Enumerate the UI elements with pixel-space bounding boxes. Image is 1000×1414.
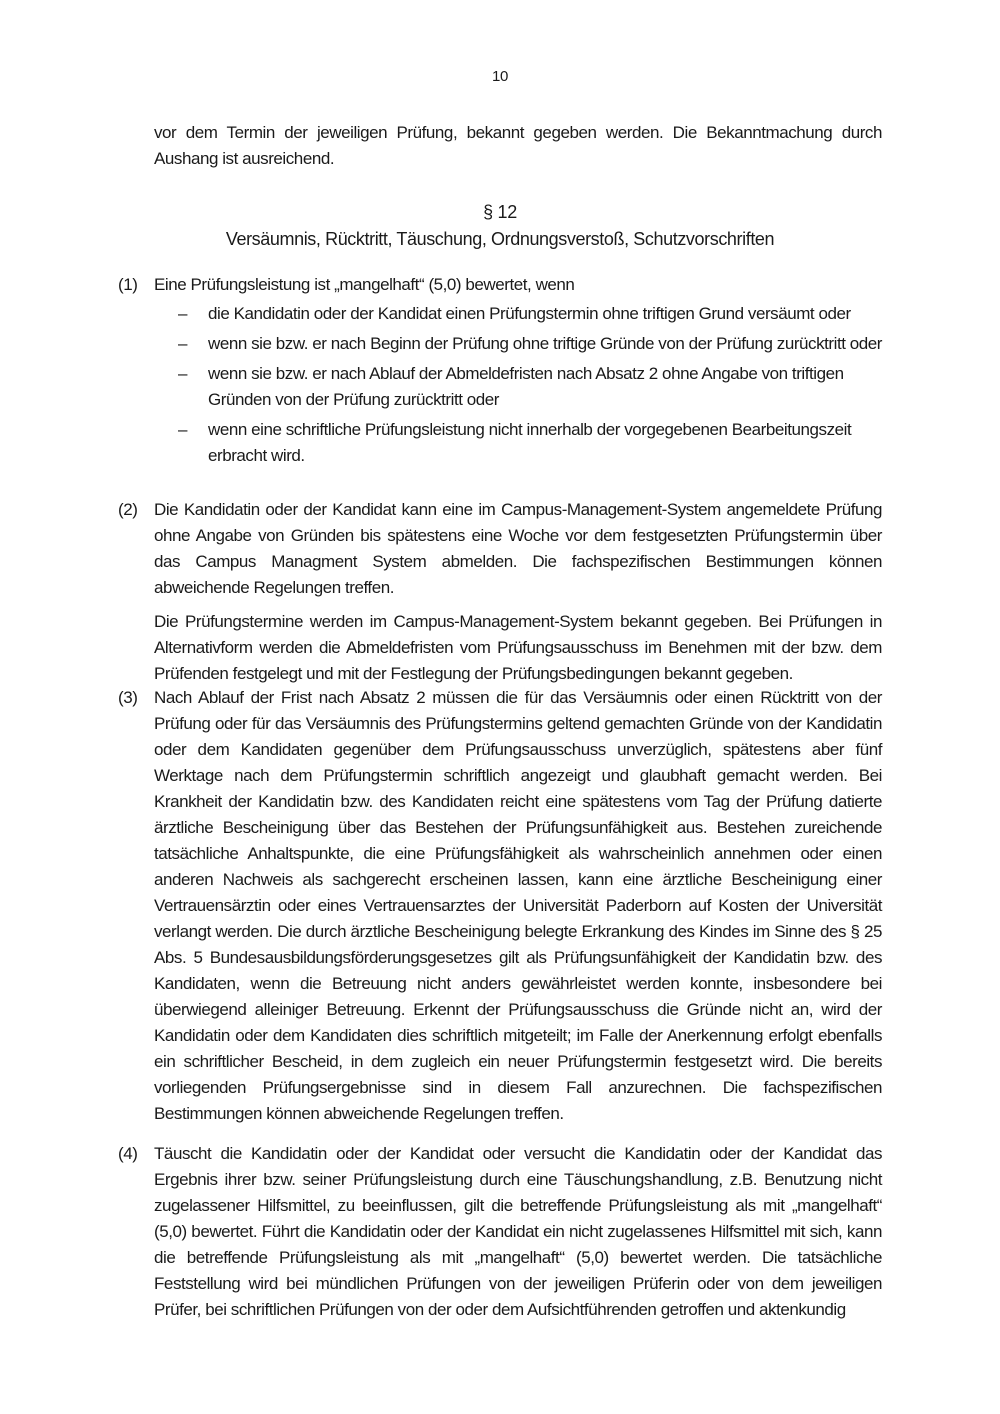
list-item <box>154 301 882 327</box>
list-item <box>154 331 882 357</box>
list-item-text: wenn eine schriftliche Prüfungsleistung nicht innerhalb der vorgegebenen Bearbeitungszeit erbracht wird. <box>208 420 852 465</box>
paragraph-3 <box>118 685 882 1127</box>
dash-bullet-icon: – <box>178 364 188 383</box>
section-number: § 12 <box>483 202 517 222</box>
list-item-text: wenn sie bzw. er nach Ablauf der Abmeldefristen nach Absatz 2 ohne Angabe von triftigen Gründen von der Prüfung zurücktritt oder <box>208 364 844 409</box>
list-item-text: die Kandidatin oder der Kandidat einen Prüfungstermin ohne triftigen Grund versäumt oder <box>208 304 851 323</box>
page-number: 10 <box>491 68 509 85</box>
list-item-text: wenn sie bzw. er nach Beginn der Prüfung ohne triftige Gründe von der Prüfung zurücktritt oder <box>208 334 882 353</box>
paragraph-label: (1) <box>118 275 138 294</box>
paragraph-text: Eine Prüfungsleistung ist „mangelhaft“ (5,0) bewertet, wenn <box>154 275 575 294</box>
list-item <box>154 417 882 469</box>
dash-bullet-icon: – <box>178 420 188 439</box>
paragraph-label: (4) <box>118 1144 138 1163</box>
dash-bullet-icon: – <box>178 304 188 323</box>
paragraph-label: (3) <box>118 688 138 707</box>
section-title: Versäumnis, Rücktritt, Täuschung, Ordnungsverstoß, Schutzvorschriften <box>225 229 775 249</box>
bullet-list <box>154 301 882 469</box>
paragraph-text-continued: Die Prüfungstermine werden im Campus-Management-System bekannt gegeben. Bei Prüfungen in Alternativform werden die Abmeldefristen vom Prüfungsausschuss im Benehmen mit der bzw. dem Prüfenden festgelegt und mit der Festlegung der Prüfungsbedingungen bekannt gegeben. <box>154 612 882 683</box>
intro-text: vor dem Termin der jeweiligen Prüfung, bekannt gegeben werden. Die Bekanntmachung durch Aushang ist ausreichend. <box>154 123 882 168</box>
paragraph-1 <box>118 272 882 473</box>
paragraph-2 <box>118 497 882 687</box>
paragraph-4 <box>118 1141 882 1323</box>
dash-bullet-icon: – <box>178 334 188 353</box>
paragraph-label: (2) <box>118 500 138 519</box>
list-item <box>154 361 882 413</box>
paragraph-text: Täuscht die Kandidatin oder der Kandidat oder versucht die Kandidatin oder der Kandidat das Ergebnis ihrer bzw. seiner Prüfungsleistung durch eine Täuschungshandlung, z.B. Benutzung nicht zugelassener Hilfsmittel, zu beeinflussen, gilt die betreffende Prüfungsleistung als mit „mangelhaft“ (5,0) bewertet. Führt die Kandidatin oder der Kandidat ein nicht zugelassenes Hilfsmittel mit sich, kann die betreffende Prüfungsleistung als mit „mangelhaft“ (5,0) bewertet werden. Die tatsächliche Feststellung wird bei mündlichen Prüfungen von der jeweiligen Prüferin oder von dem jeweiligen Prüfer, bei schriftlichen Prüfungen von der oder dem Aufsichtführenden getroffen und aktenkundig <box>154 1144 882 1319</box>
paragraph-text: Nach Ablauf der Frist nach Absatz 2 müssen die für das Versäumnis oder einen Rücktritt von der Prüfung oder für das Versäumnis des Prüfungstermins geltend gemachten Gründe von der Kandidatin oder dem Kandidaten gegenüber dem Prüfungsausschuss unverzüglich, spätestens aber fünf Werktage nach dem Prüfungstermin schriftlich angezeigt und glaubhaft gemacht werden. Bei Krankheit der Kandidatin bzw. des Kandidaten reicht eine spätestens vom Tag der Prüfung datierte ärztliche Bescheinigung über das Bestehen der Prüfungsunfähigkeit aus. Bestehen zureichende tatsächliche Anhaltspunkte, die eine Prüfungsfähigkeit als wahrscheinlich annehmen oder einen anderen Nachweis als sachgerecht erscheinen lassen, kann eine ärztliche Bescheinigung einer Vertrauensärztin oder eines Vertrauensarztes der Universität Paderborn auf Kosten der Universität verlangt werden. Die durch ärztliche Bescheinigung belegte Erkrankung des Kindes im Sinne des § 25 Abs. 5 Bundesausbildungsförderungsgesetzes gilt als Prüfungsunfähigkeit der Kandidatin bzw. des Kandidaten, wenn die Betreuung nicht anders gewährleistet werden konnte, insbesondere bei überwiegend alleiniger Betreuung. Erkennt der Prüfungsausschuss die Gründe nicht an, wird der Kandidatin oder dem Kandidaten dies schriftlich mitgeteilt; im Falle der Anerkennung erfolgt ebenfalls ein schriftlicher Bescheid, in dem zugleich ein neuer Prüfungstermin festgesetzt wird. Die bereits vorliegenden Prüfungsergebnisse sind in diesem Fall anzurechnen. Die fachspezifischen Bestimmungen können abweichende Regelungen treffen. <box>154 688 882 1123</box>
paragraph-text: Die Kandidatin oder der Kandidat kann eine im Campus-Management-System angemeldete Prüfung ohne Angabe von Gründen bis spätestens eine Woche vor dem festgesetzten Prüfungstermin über das Campus Managment System abmelden. Die fachspezifischen Bestimmungen können abweichende Regelungen treffen. <box>154 500 882 597</box>
